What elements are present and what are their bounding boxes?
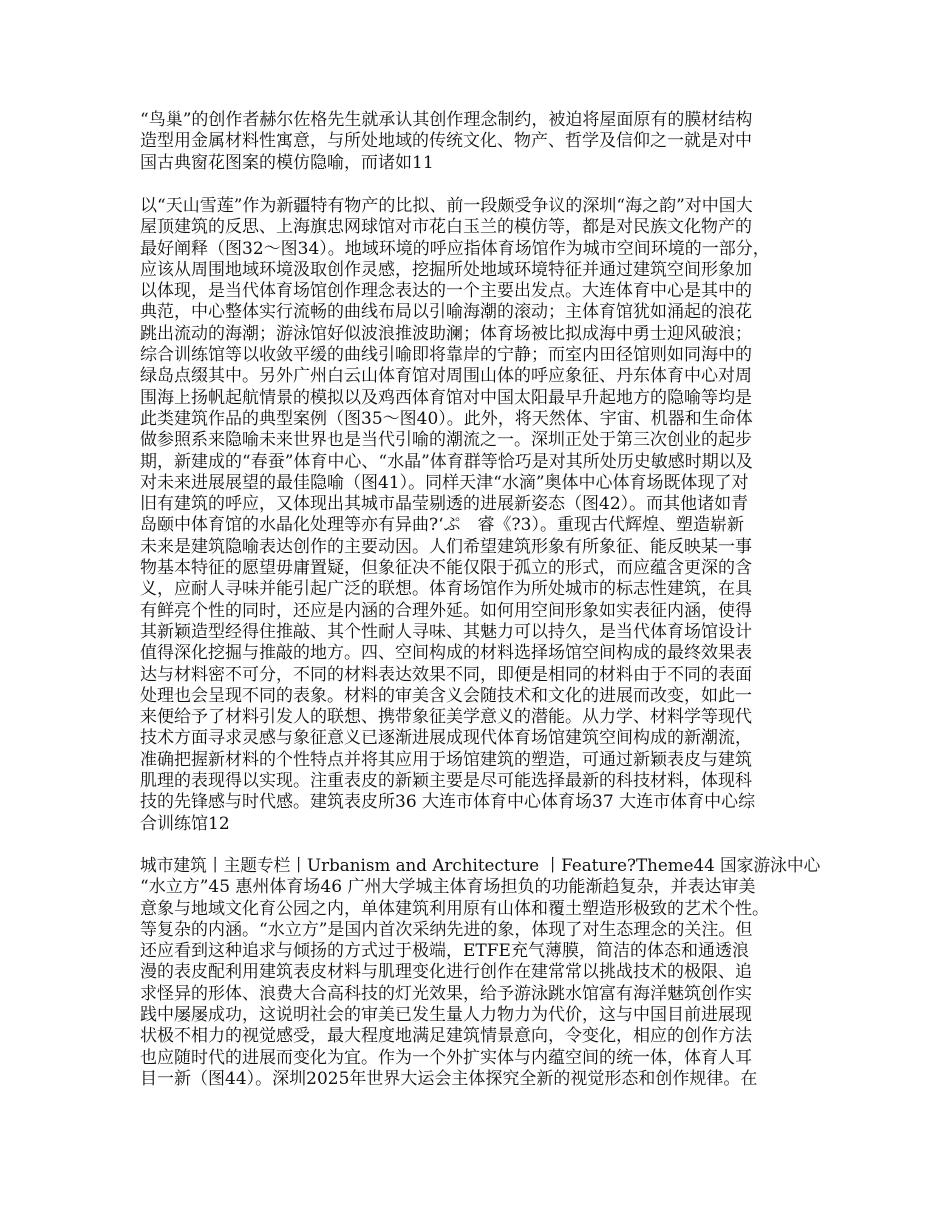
text-line: 未来是建筑隐喻表达创作的主要动因。人们希望建筑形象有所象征、能反映某一事 — [140, 536, 752, 557]
text-line: 还应看到这种追求与倾扬的方式过于极端，ETFE充气薄膜，简洁的体态和通透浪 — [140, 941, 749, 962]
text-line: 做参照系来隐喻未来世界也是当代引喻的潮流之一。深圳正处于第三次创业的起步 — [140, 430, 752, 451]
text-line: 技的先锋感与时代感。建筑表皮所36 大连市体育中心体育场37 大连市体育中心综 — [140, 792, 756, 813]
paragraph-3 — [140, 856, 820, 1090]
paragraph-1 — [140, 110, 820, 174]
text-line: 达与材料密不可分，不同的材料表达效果不同，即便是相同的材料由于不同的表面 — [140, 664, 752, 685]
text-line: 以“天山雪莲”作为新疆特有物产的比拟、前一段颇受争议的深圳“海之韵”对中国大 — [140, 196, 753, 216]
text-line: 综合训练馆等以收敛平缓的曲线引喻即将靠岸的宁静；而室内田径馆则如同海中的 — [140, 345, 752, 366]
text-line: 合训练馆12 — [140, 813, 230, 834]
text-line: 等复杂的内涵。“水立方”是国内首次采纳先进的象，体现了对生态理念的关注。但 — [140, 919, 753, 940]
text-line: 其新颖造型经得住推敲、其个性耐人寻味、其魅力可以持久，是当代体育场馆设计 — [140, 621, 752, 642]
text-line: 国古典窗花图案的模仿隐喻，而诸如11 — [140, 152, 434, 173]
text-line: 应该从周围地域环境汲取创作灵感，挖掘所处地域环境特征并通过建筑空间形象加 — [140, 259, 752, 280]
text-line: 来便给予了材料引发人的联想、携带象征美学意义的潜能。从力学、材料学等现代 — [140, 707, 752, 728]
text-line: 漫的表皮配利用建筑表皮材料与肌理变化进行创作在建常常以挑战技术的极限、追 — [140, 962, 752, 983]
text-line: 值得深化挖掘与推敲的地方。四、空间构成的材料选择场馆空间构成的最终效果表 — [140, 643, 752, 664]
text-line: 求怪异的形体、浪费大合高科技的灯光效果，给予游泳跳水馆富有海洋魅筑创作实 — [140, 983, 752, 1004]
text-line: 造型用金属材料性寓意，与所处地域的传统文化、物产、哲学及信仰之一就是对中 — [140, 131, 752, 152]
text-line: 技术方面寻求灵感与象征意义已逐渐进展成现代体育场馆建筑空间构成的新潮流， — [140, 728, 752, 749]
text-line: 有鲜亮个性的同时，还应是内涵的合理外延。如何用空间形象如实表征内涵，使得 — [140, 600, 752, 621]
text-line: 期，新建成的“春蚕”体育中心、“水晶”体育群等恰巧是对其所处历史敏感时期以及 — [140, 451, 753, 472]
text-line: 准确把握新材料的个性特点并将其应用于场馆建筑的塑造，可通过新颖表皮与建筑 — [140, 749, 752, 770]
text-line: 绿岛点缀其中。另外广州白云山体育馆对周围山体的呼应象征、丹东体育中心对周 — [140, 366, 752, 387]
text-line: 目一新（图44）。深圳2025年世界大运会主体探究全新的视觉形态和创作规律。在 — [140, 1068, 758, 1089]
text-line: 围海上扬帆起航情景的模拟以及鸡西体育馆对中国太阳最早升起地方的隐喻等均是 — [140, 387, 752, 408]
text-line: 状极不相力的视觉感受，最大程度地满足建筑情景意向，令变化，相应的创作方法 — [140, 1026, 752, 1047]
text-line: 意象与地域文化育公园之内，单体建筑利用原有山体和覆土塑造形极致的艺术个性。 — [140, 898, 769, 919]
text-line: 践中屡屡成功，这说明社会的审美已发生量人力物力为代价，这与中国目前进展现 — [140, 1005, 752, 1026]
text-line: 旧有建筑的呼应，又体现出其城市晶莹剔透的进展新姿态（图42）。而其他诸如青 — [140, 494, 749, 515]
text-line: 最好阐释（图32～图34）。地域环境的呼应指体育场馆作为城市空间环境的一部分， — [140, 238, 770, 259]
text-line: 典范，中心整体实行流畅的曲线布局以引喻海潮的滚动；主体育馆犹如涌起的浪花 — [140, 302, 752, 323]
text-line: “鸟巢”的创作者赫尔佐格先生就承认其创作理念制约，被迫将屋面原有的膜材结构 — [140, 110, 753, 130]
text-line: 义，应耐人寻味并能引起广泛的联想。体育场馆作为所处城市的标志性建筑，在具 — [140, 579, 752, 600]
text-line: 也应随时代的进展而变化为宜。作为一个外扩实体与内蕴空间的统一体，体育人耳 — [140, 1047, 752, 1068]
text-line: “水立方”45 惠州体育场46 广州大学城主体育场担负的功能渐趋复杂，并表达审美 — [140, 877, 756, 898]
text-line: 处理也会呈现不同的表象。材料的审美含义会随技术和文化的进展而改变，如此一 — [140, 685, 752, 706]
text-line: 岛颐中体育馆的水晶化处理等亦有异曲?‘ぷ 睿《?3）。重现古代辉煌、塑造崭新 — [140, 515, 744, 536]
text-line: 对未来进展展望的最佳隐喻（图41）。同样天津“水滴”奥体中心体育场既体现了对 — [140, 472, 749, 493]
text-line: 以体现，是当代体育场馆创作理念表达的一个主要出发点。大连体育中心是其中的 — [140, 281, 752, 302]
text-line: 肌理的表现得以实现。注重表皮的新颖主要是尽可能选择最新的科技材料，体现科 — [140, 771, 752, 792]
text-line: 屋顶建筑的反思、上海旗忠网球馆对市花白玉兰的模仿等，都是对民族文化物产的 — [140, 217, 752, 238]
text-line: 此类建筑作品的典型案例（图35～图40）。此外，将天然体、宇宙、机器和生命体 — [140, 408, 753, 429]
text-line: 城市建筑丨主题专栏丨Urbanism and Architecture 丨Feature?Theme44 国家游泳中心 — [140, 856, 821, 876]
text-line: 物基本特征的愿望毋庸置疑，但象征决不能仅限于孤立的形式，而应蕴含更深的含 — [140, 558, 752, 579]
paragraph-2 — [140, 196, 820, 835]
text-line: 跳出流动的海潮；游泳馆好似波浪推波助澜；体育场被比拟成海中勇士迎风破浪； — [140, 323, 752, 344]
